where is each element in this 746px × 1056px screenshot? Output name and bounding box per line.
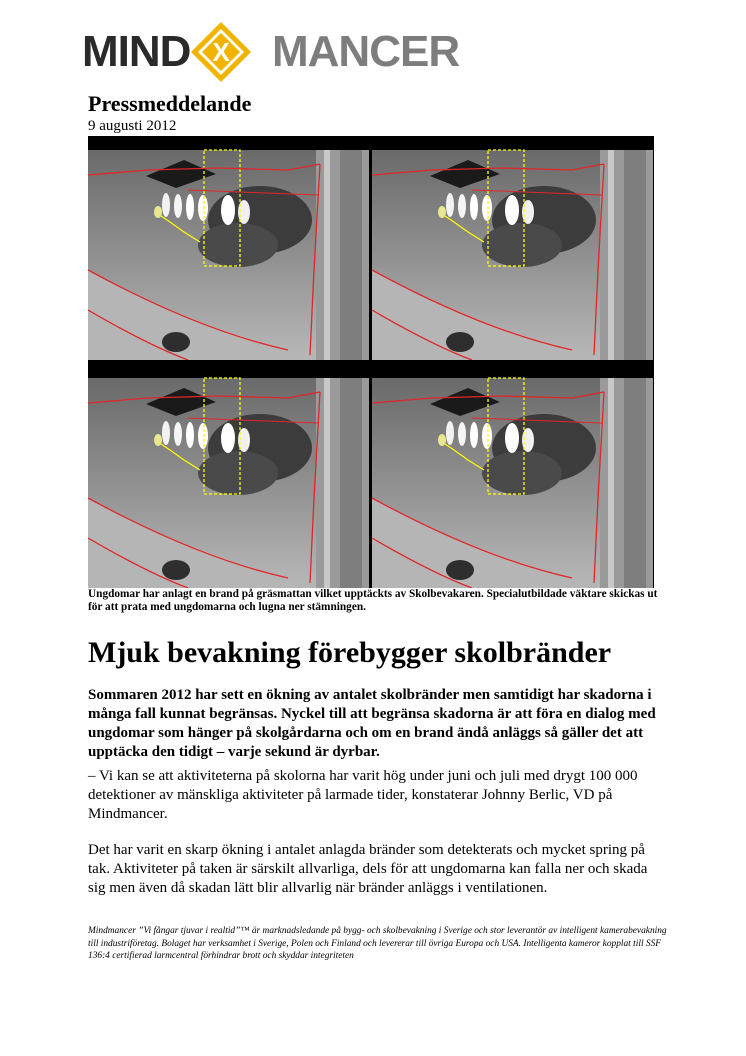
thermal-image-grid <box>88 136 654 588</box>
mindmancer-logo <box>82 20 460 84</box>
camera-frame-3 <box>88 378 369 588</box>
camera-frame-2 <box>372 150 653 360</box>
company-boilerplate: Mindmancer ”Vi fångar tjuvar i realtid”™ är marknadsledande på bygg- och skolbevakning i Sverige och stor leverantör av intelligent kamerabevakning till industriföretag. Bolaget har verksamhet i Sverige, Polen och Finland och levererar till övriga Europa och USA. Intelligenta kameror kopplat till SSF 136:4 certifierad larmcentral förhindrar brott och skyddar integriteten <box>88 926 667 961</box>
headline: Mjuk bevakning förebygger skolbränder <box>88 636 612 669</box>
thermal-camera-image <box>88 136 654 588</box>
logo-mark-text: X <box>212 37 230 67</box>
camera-frame-1 <box>88 150 369 360</box>
body-paragraph: Det har varit en skarp ökning i antalet anlagda bränder som detekterats och mycket spring på tak. Aktiviteter på taken är särskilt allvarliga, dels för att ungdomarna kan falla ner och skada sig men även då skadan lätt blir allvarlig när bränder anläggs i ventilationen. <box>88 842 648 896</box>
logo-diamond-icon <box>189 20 253 84</box>
image-caption: Ungdomar har anlagt en brand på gräsmattan vilket upptäckts av Skolbevakaren. Specialutbildade väktare skickas ut för att prata med ungdomarna och lugna ner stämningen. <box>88 588 658 613</box>
release-date: 9 augusti 2012 <box>88 118 177 134</box>
lead-paragraph: Sommaren 2012 har sett en ökning av antalet skolbränder men samtidigt har skadorna i många fall kunnat begränsas. Nyckel till att begränsa skadorna är att föra en dialog med ungdomar som hänger på skolgårdarna och om en brand ändå anläggs så gäller det att upptäcka den tidigt – varje sekund är dyrbar. <box>88 687 656 760</box>
body-paragraph-quote: – Vi kan se att aktiviteterna på skolorna har varit hög under juni och juli med drygt 100 000 detektioner av mänskliga aktiviteter på larmade tider, konstaterar Johnny Berlic, VD på Mindmancer. <box>88 768 638 822</box>
press-release-label: Pressmeddelande <box>88 91 252 116</box>
logo-text-mancer: MANCER <box>272 27 460 76</box>
logo-text-mind: MIND <box>82 27 191 76</box>
camera-frame-4 <box>372 378 653 588</box>
